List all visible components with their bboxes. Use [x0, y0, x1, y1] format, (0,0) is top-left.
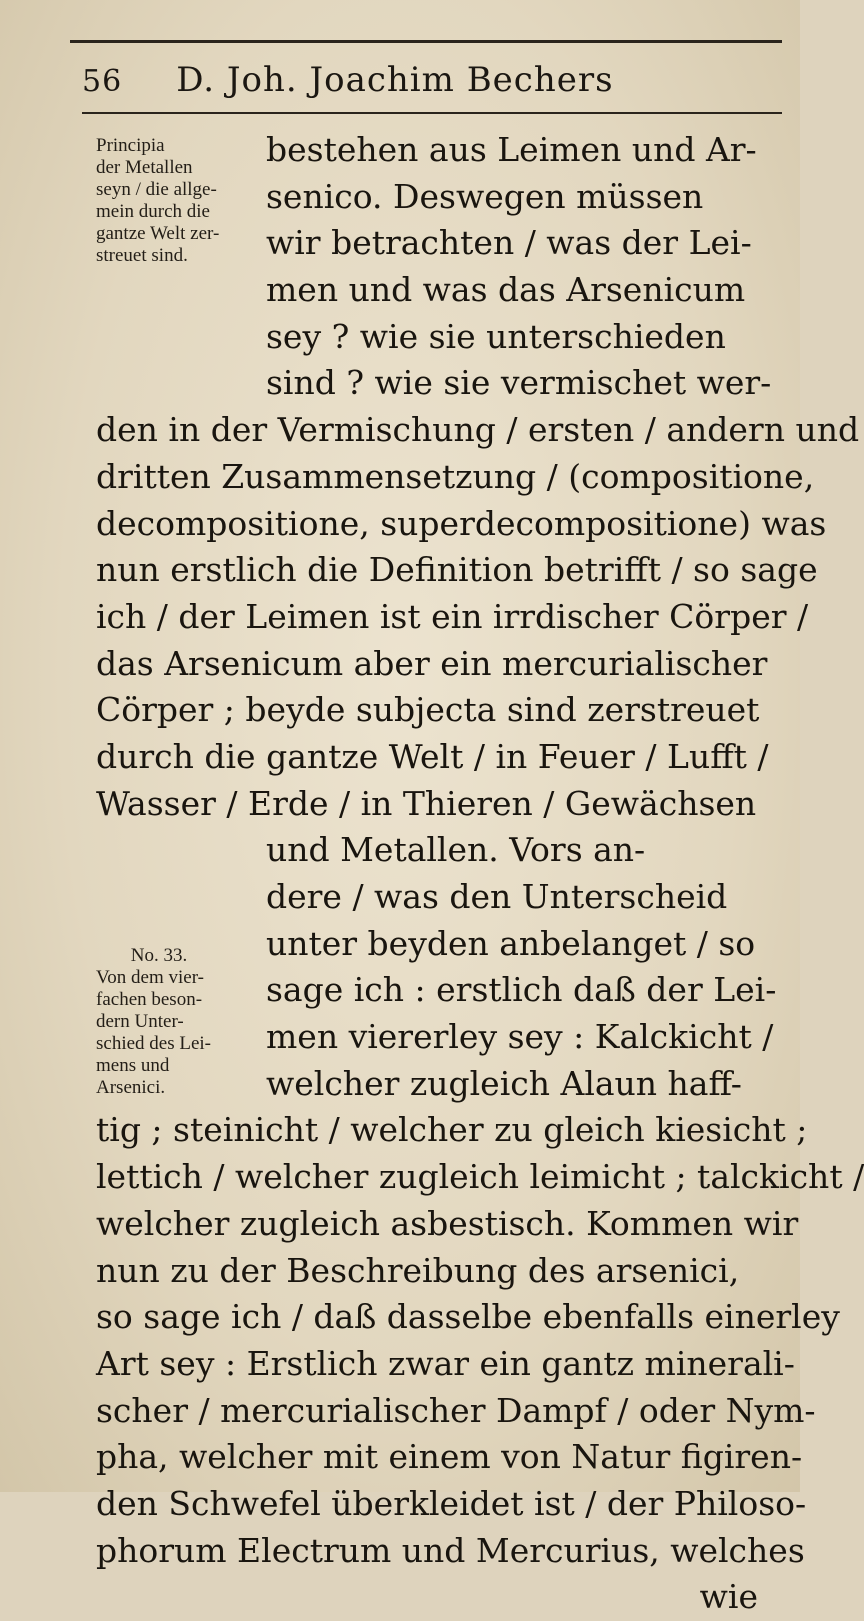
text-line: scher / mercurialischer Dampf / oder Nym- [96, 1390, 816, 1430]
header-rule [82, 112, 782, 114]
text-line: tig ; steinicht / welcher zu gleich kiesicht ; [96, 1110, 808, 1150]
text-line: senico. Deswegen müssen [266, 176, 704, 216]
text-line: wir betrachten / was der Lei- [266, 223, 752, 263]
text-line: men und was das Arsenicum [266, 270, 746, 310]
margin-note-line: mein durch die [96, 201, 210, 222]
text-line: den in der Vermischung / ersten / andern und [96, 410, 860, 450]
text-line: decompositione, superdecompositione) was [96, 503, 827, 543]
text-line: Art sey : Erstlich zwar ein gantz minerali- [96, 1343, 795, 1383]
page-number: 56 [82, 64, 123, 99]
text-line: den Schwefel überkleidet ist / der Philoso- [96, 1483, 807, 1523]
page-header [82, 60, 614, 120]
text-line: das Arsenicum aber ein mercurialischer [96, 643, 768, 683]
margin-note-line: fachen beson- [96, 989, 203, 1010]
body-text [96, 127, 864, 1621]
margin-note-line: streuet sind. [96, 245, 188, 266]
text-line: bestehen aus Leimen und Ar- [266, 130, 757, 169]
margin-note-line: schied des Lei- [96, 1033, 212, 1054]
margin-note-line: Von dem vier- [96, 967, 204, 988]
margin-note-line: Principia [96, 135, 165, 156]
text-line: lettich / welcher zugleich leimicht ; talckicht / [96, 1157, 864, 1197]
margin-note-line: dern Unter- [96, 1011, 184, 1032]
text-line: und Metallen. Vors an- [266, 830, 646, 870]
text-line: men viererley sey : Kalckicht / [266, 1017, 774, 1057]
text-line: sey ? wie sie unterschieden [266, 316, 726, 356]
text-line: phorum Electrum und Mercurius, welches [96, 1530, 805, 1570]
text-line: pha, welcher mit einem von Natur figiren- [96, 1437, 803, 1477]
text-line: sage ich : erstlich daß der Lei- [266, 970, 777, 1010]
text-line: welcher zugleich Alaun haff- [266, 1063, 742, 1103]
text-line: so sage ich / daß dasselbe ebenfalls einerley [96, 1297, 840, 1337]
top-border-rule [70, 40, 782, 43]
margin-note-line: gantze Welt zer- [96, 223, 220, 244]
catchword: wie [699, 1577, 758, 1617]
text-line: Wasser / Erde / in Thieren / Gewächsen [96, 783, 757, 823]
text-line: unter beyden anbelanget / so [266, 923, 756, 963]
text-line: welcher zugleich asbestisch. Kommen wir [96, 1203, 799, 1243]
margin-note-line: seyn / die allge- [96, 179, 217, 200]
margin-note-line: Arsenici. [96, 1077, 166, 1098]
text-line: durch die gantze Welt / in Feuer / Lufft / [96, 736, 769, 776]
text-line: nun zu der Beschreibung des arsenici, [96, 1250, 740, 1290]
margin-note-number: No. 33. [130, 945, 188, 966]
text-line: dritten Zusammensetzung / (compositione, [96, 456, 815, 496]
margin-note-line: der Metallen [96, 157, 193, 178]
running-title: D. Joh. Joachim Bechers [176, 60, 614, 100]
text-line: ich / der Leimen ist ein irrdischer Cörper / [96, 596, 809, 636]
text-line: dere / was den Unterscheid [266, 877, 728, 916]
text-line: Cörper ; beyde subjecta sind zerstreuet [96, 690, 760, 730]
text-line: nun erstlich die Definition betrifft / so sage [96, 550, 818, 590]
margin-note-line: mens und [96, 1055, 170, 1076]
text-line: sind ? wie sie vermischet wer- [266, 363, 772, 403]
